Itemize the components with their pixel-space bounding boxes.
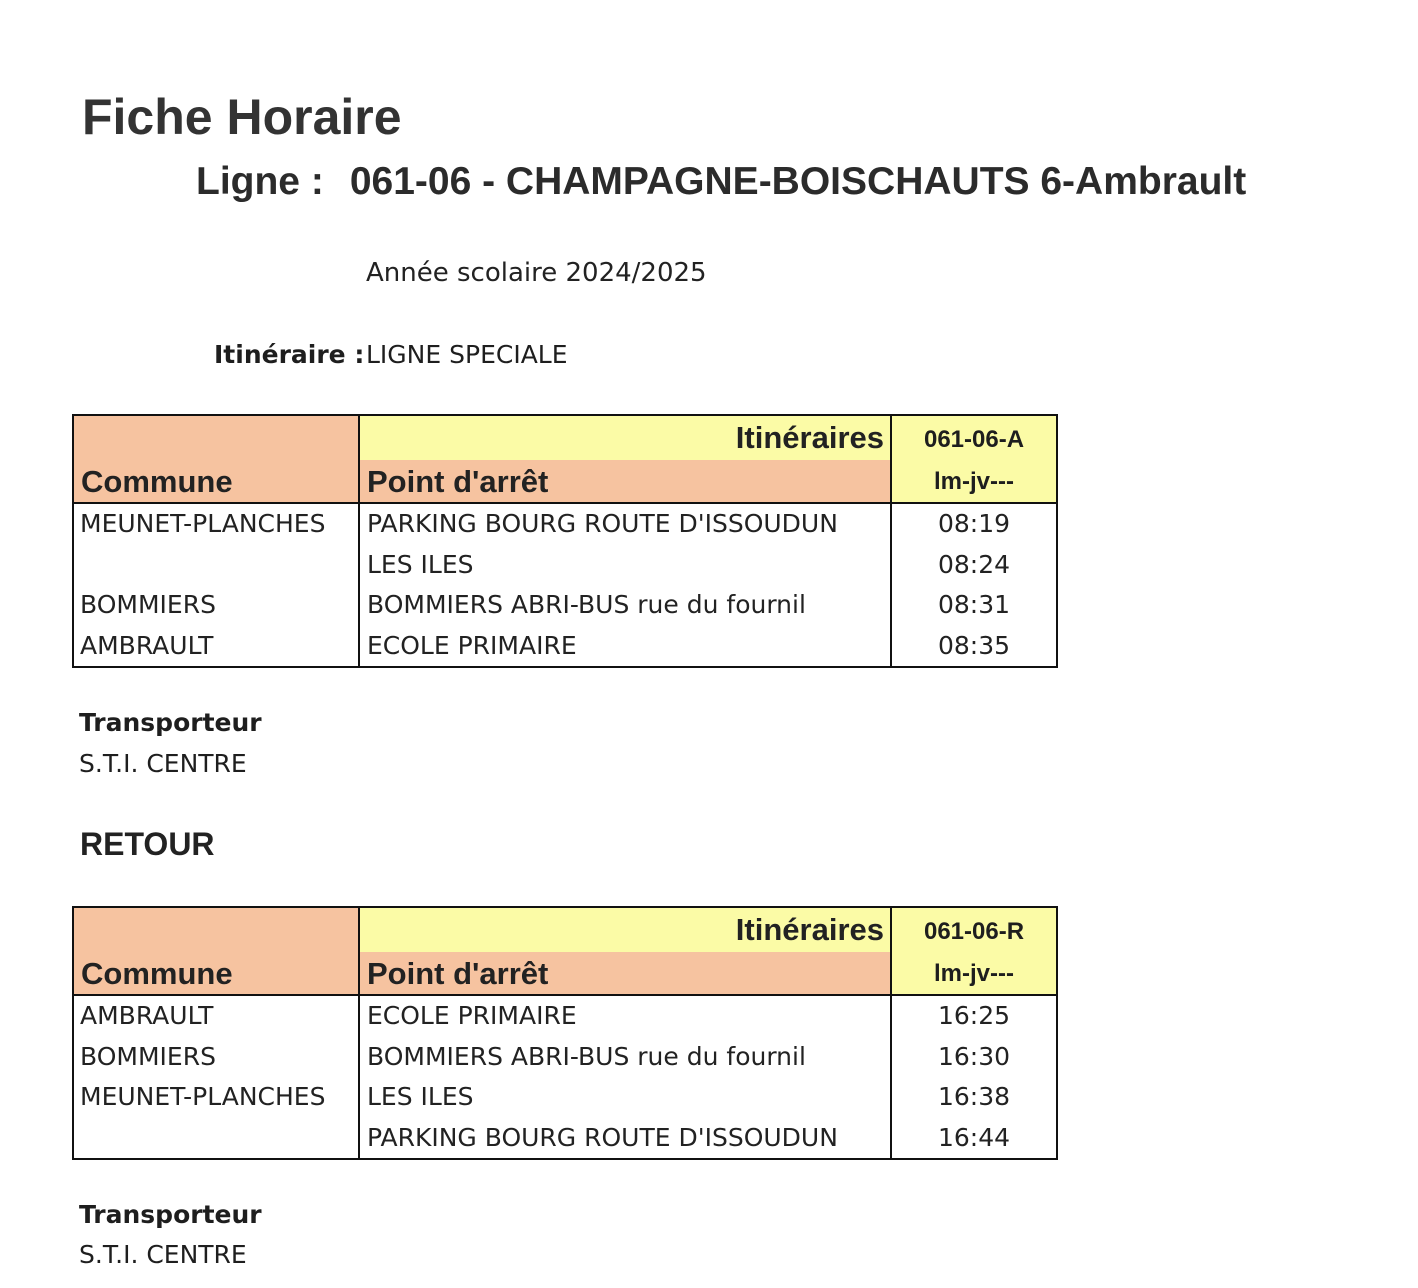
route-code: 061-06-R [923,918,1025,945]
header-route-code [890,908,1056,994]
table-row [74,996,1056,1037]
table-row [74,626,1056,667]
table-row [74,585,1056,626]
cell-commune: BOMMIERS [74,585,360,626]
school-year: Année scolaire 2024/2025 [366,258,707,288]
header-route-code [890,416,1056,502]
table-header [74,416,1056,504]
route-days: lm-jv--- [934,960,1014,987]
cell-time: 08:24 [890,545,1056,586]
cell-time: 16:30 [890,1037,1056,1078]
table-row [74,545,1056,586]
cell-stop: ECOLE PRIMAIRE [367,630,577,660]
carrier-label-aller: Transporteur [79,708,262,737]
carrier-label-retour: Transporteur [79,1200,262,1229]
page-title: Fiche Horaire [82,89,402,145]
cell-time: 16:38 [890,1077,1056,1118]
cell-time: 16:44 [890,1118,1056,1159]
cell-stop: BOMMIERS ABRI-BUS rue du fournil [367,1041,806,1071]
line-title [196,160,1246,204]
cell-commune: MEUNET-PLANCHES [74,1077,360,1118]
cell-commune [74,545,360,586]
table-row [74,1077,1056,1118]
header-point-arret: Point d'arrêt [360,460,890,502]
cell-stop: ECOLE PRIMAIRE [367,1001,577,1030]
cell-time: 08:31 [890,585,1056,626]
timetable-aller [72,414,1058,668]
header-commune: Commune [74,908,360,994]
cell-stop: LES ILES [367,1082,474,1111]
header-point-arret: Point d'arrêt [360,952,890,994]
itinerary-label: Itinéraire : [214,340,365,369]
cell-time: 08:35 [890,626,1056,667]
table-row [74,1037,1056,1078]
header-commune: Commune [74,416,360,502]
table-row [74,1118,1056,1159]
cell-stop: PARKING BOURG ROUTE D'ISSOUDUN [367,1122,838,1152]
retour-heading: RETOUR [80,826,215,862]
cell-stop: PARKING BOURG ROUTE D'ISSOUDUN [367,509,838,538]
cell-commune [74,1118,360,1159]
cell-commune: MEUNET-PLANCHES [74,504,360,545]
cell-commune: AMBRAULT [74,996,360,1037]
cell-commune: BOMMIERS [74,1037,360,1078]
table-header [74,908,1056,996]
cell-time: 16:25 [890,996,1056,1037]
carrier-value-aller: S.T.I. CENTRE [79,749,247,778]
cell-stop: BOMMIERS ABRI-BUS rue du fournil [367,590,806,619]
table-row [74,504,1056,545]
cell-time: 08:19 [890,504,1056,545]
timetable-retour [72,906,1058,1160]
carrier-value-retour: S.T.I. CENTRE [79,1240,247,1269]
line-label: Ligne : [196,160,324,203]
itinerary-value: LIGNE SPECIALE [366,340,568,369]
header-itineraires: Itinéraires [360,908,890,952]
line-name: 061-06 - CHAMPAGNE-BOISCHAUTS 6-Ambrault [349,160,1247,203]
cell-commune: AMBRAULT [74,626,360,667]
header-itineraires: Itinéraires [360,416,890,460]
cell-stop: LES ILES [367,549,474,579]
route-days: lm-jv--- [934,468,1014,495]
route-code: 061-06-A [923,426,1025,453]
